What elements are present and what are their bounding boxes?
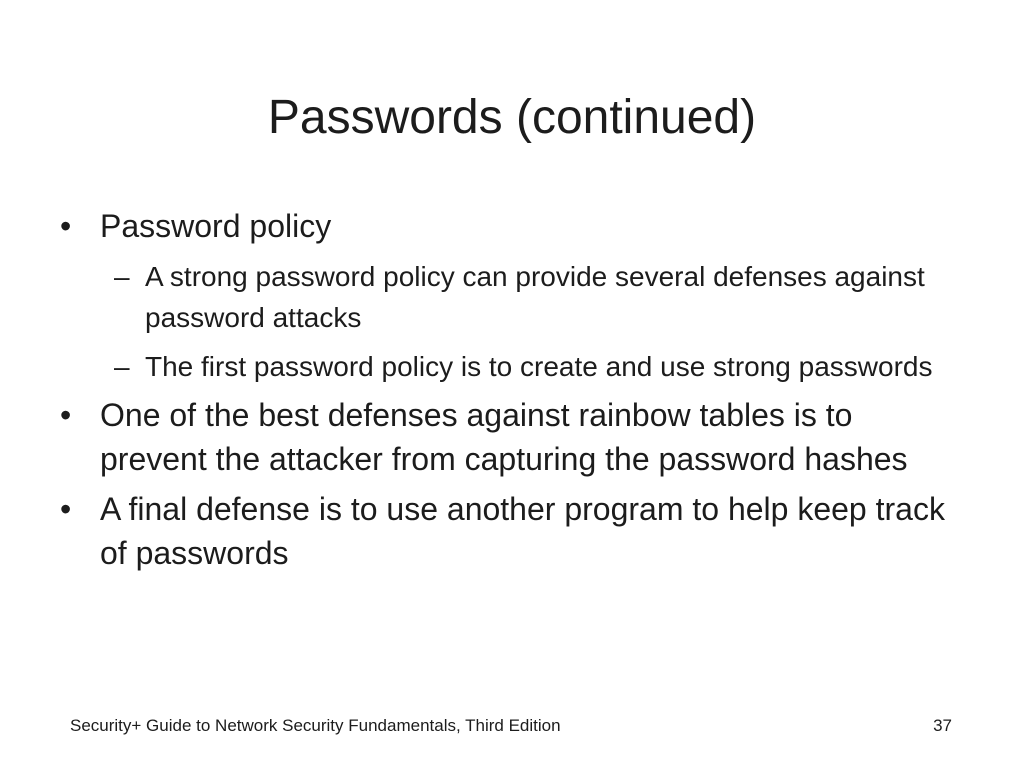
slide-title: Passwords (continued) xyxy=(267,91,757,144)
bullet-marker: • xyxy=(60,491,72,527)
sub-bullet-text: The first password policy is to create and use strong passwords xyxy=(145,351,933,382)
bullet-item xyxy=(58,393,968,481)
sub-bullet-item xyxy=(58,346,968,387)
bullet-text: Password policy xyxy=(100,208,332,244)
bullet-text: A final defense is to use another program to help keep track of passwords xyxy=(100,491,945,571)
slide-content xyxy=(58,204,968,575)
bullet-marker: • xyxy=(60,397,72,433)
bullet-marker: • xyxy=(60,208,72,244)
dash-marker: – xyxy=(114,261,130,292)
bullet-item xyxy=(58,204,968,248)
bullet-text: One of the best defenses against rainbow tables is to prevent the attacker from capturing the password hashes xyxy=(100,397,908,477)
sub-bullet-item xyxy=(58,256,968,338)
dash-marker: – xyxy=(114,351,130,382)
footer-page-number: 37 xyxy=(933,716,952,735)
bullet-item xyxy=(58,487,968,575)
sub-bullet-text: A strong password policy can provide several defenses against password attacks xyxy=(145,261,925,333)
footer-book-title: Security+ Guide to Network Security Fundamentals, Third Edition xyxy=(70,716,561,735)
